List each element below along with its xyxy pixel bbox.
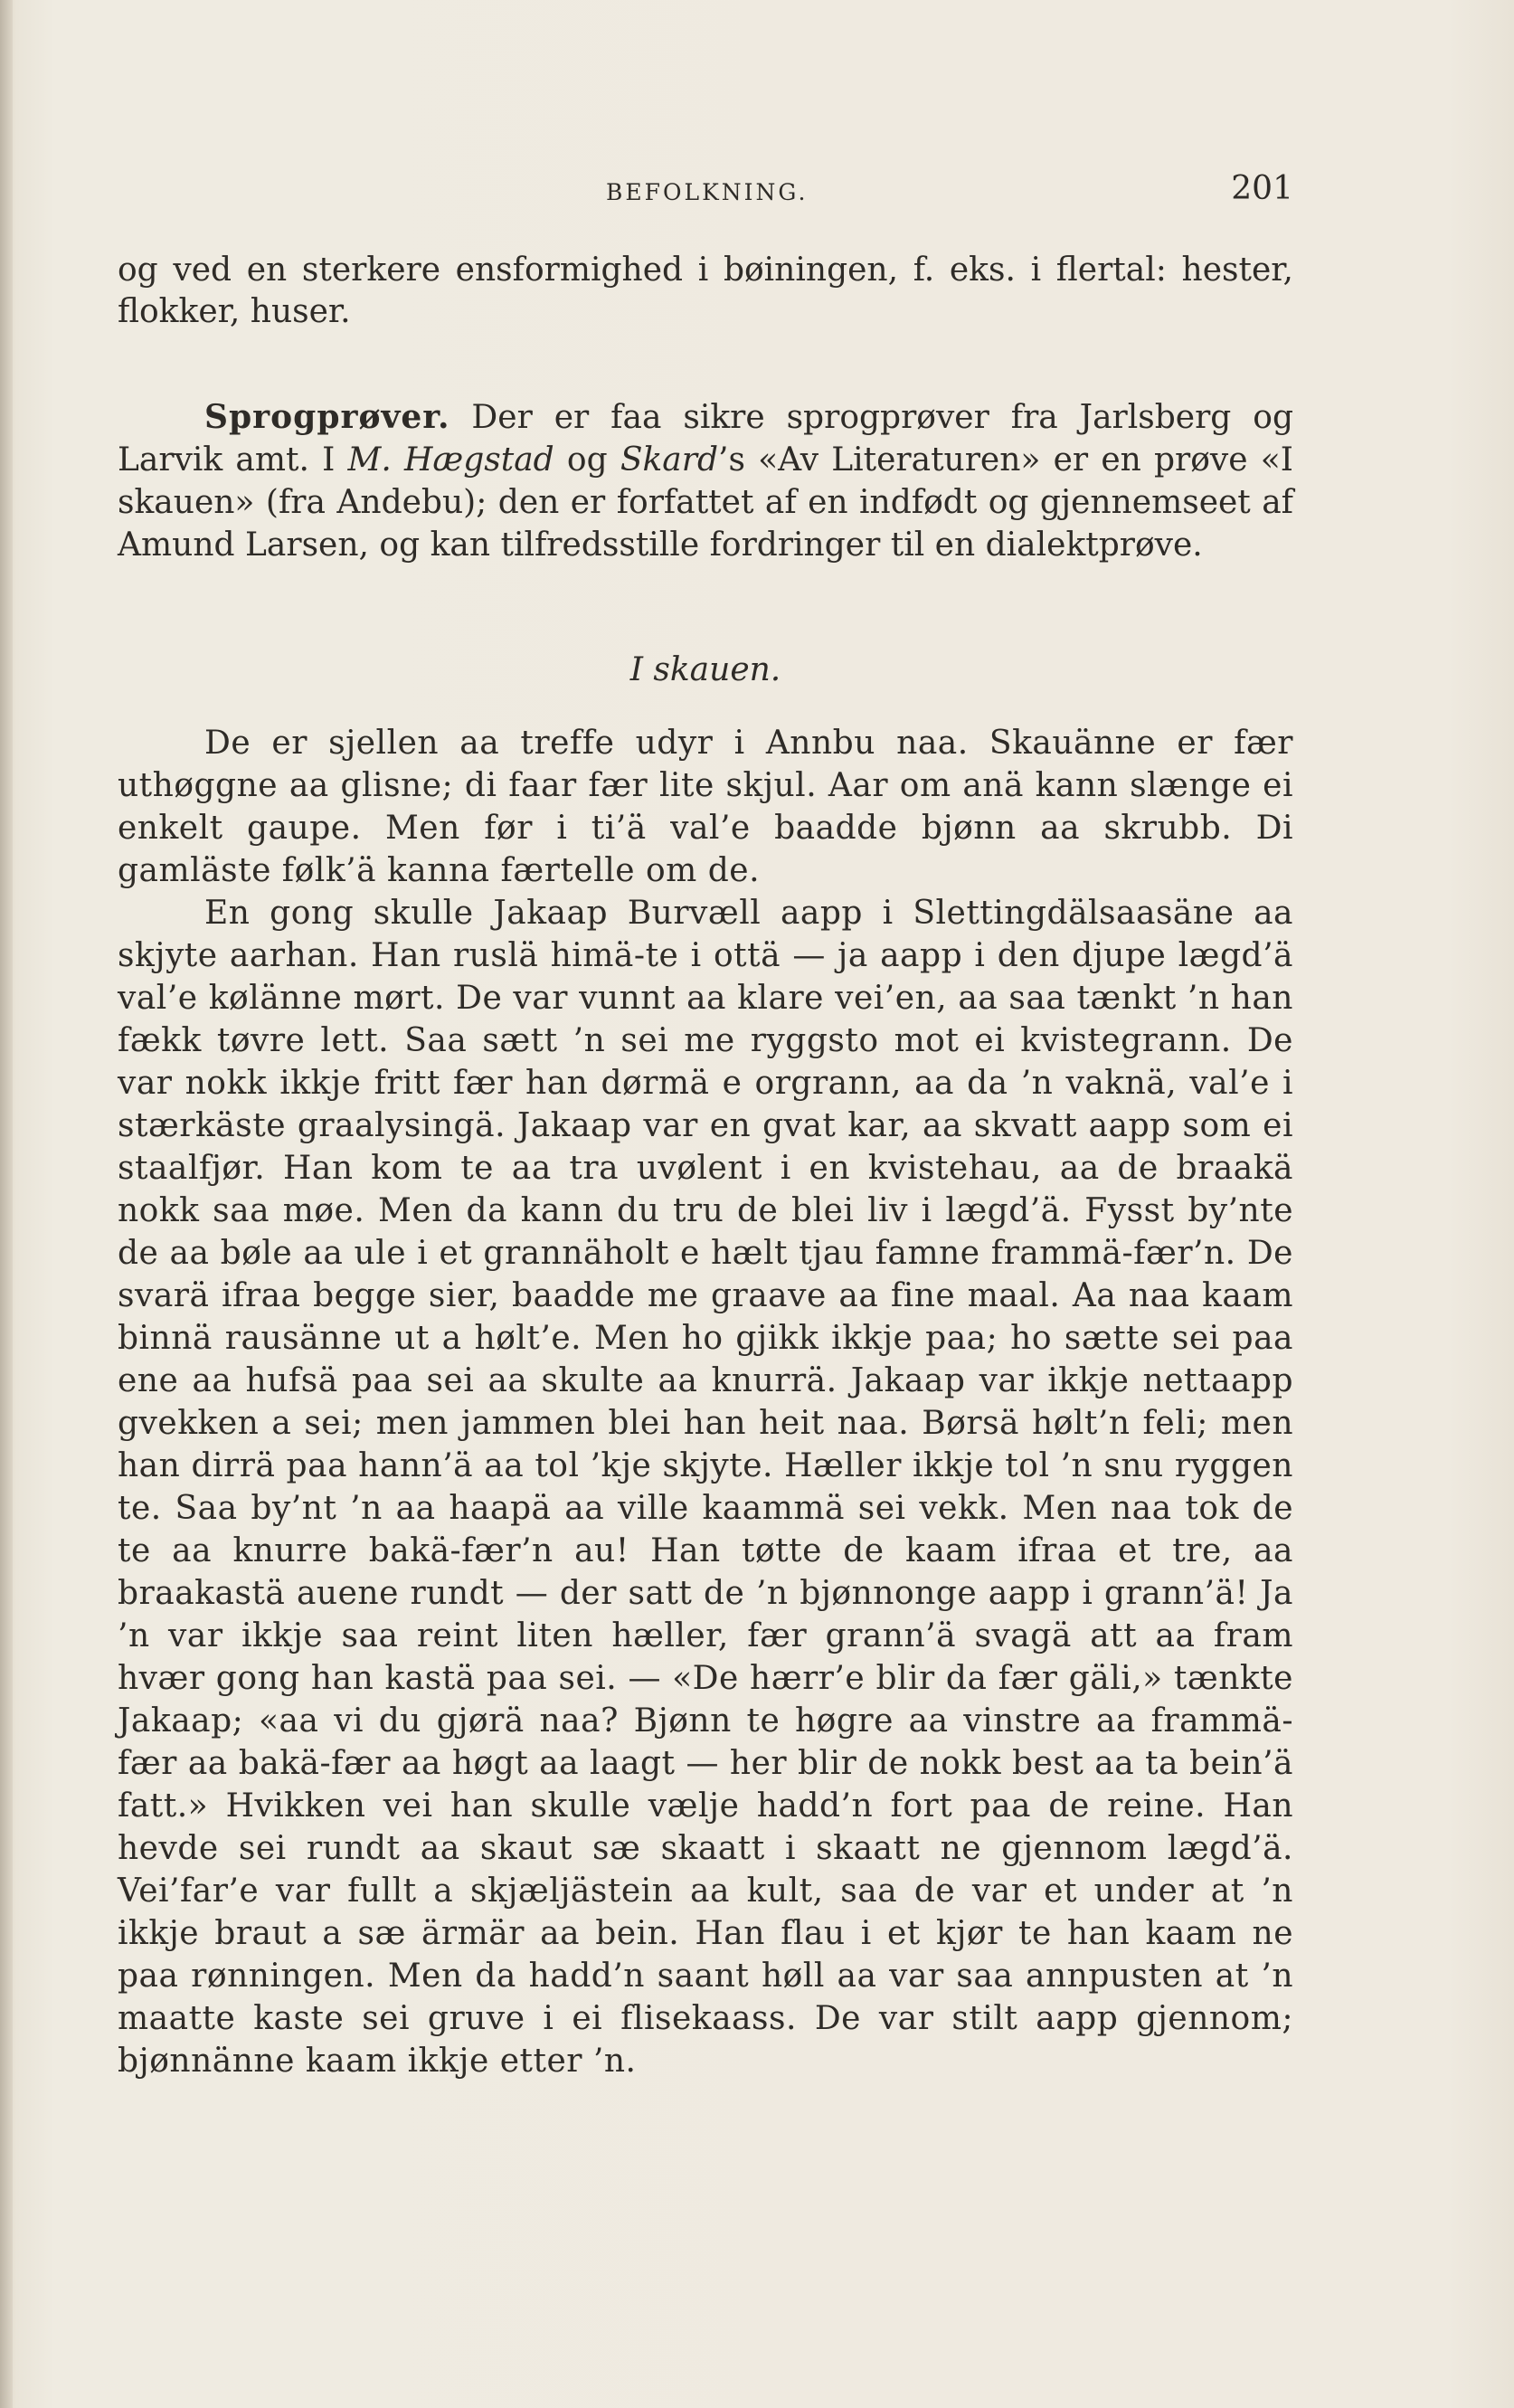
sample-title: I skauen. <box>629 651 781 688</box>
sprogprover-section <box>118 396 1293 566</box>
section-text-a: Der er faa sikre sprogprøver fra Jarlsberg og Larvik amt. I <box>118 399 1293 479</box>
story-paragraph-1: De er sjellen aa treffe udyr i Annbu naa. Skauänne er fær uthøggne aa glisne; di faar fær lite skjul. Aar om anä kann slænge ei enkelt gaupe. Men før i ti’ä val’e baadde bjønn aa skrubb. Di gamläste følk’ä kanna færtelle om de. <box>118 725 1293 889</box>
section-heading: Sprogprøver. <box>204 398 450 436</box>
story-paragraph-2: En gong skulle Jakaap Burvæll aapp i Slettingdälsaasäne aa skjyte aarhan. Han ruslä himä-te i ottä — ja aapp i den djupe lægd’ä val’e kølänne mørt. De var vunnt aa klare vei’en, aa saa tænkt ’n han fækk tøvre lett. Saa sætt ’n sei me ryggsto mot ei kvistegrann. De var nokk ikkje fritt fær han dørmä e orgrann, aa da ’n vaknä, val’e i stærkäste graalysingä. Jakaap var en gvat kar, aa skvatt aapp som ei staalfjør. Han kom te aa tra uvølent i en kvistehau, aa de braakä nokk saa møe. Men da kann du tru de blei liv i lægd’ä. Fysst by’nte de aa bøle aa ule i et grannäholt e hælt tjau famne frammä-fær’n. De svarä ifraa begge sier, baadde me graave aa fine maal. Aa naa kaam binnä rausänne ut a hølt’e. Men ho gjikk ikkje paa; ho sætte sei paa ene aa hufsä paa sei aa skulte aa knurrä. Jakaap var ikkje nettaapp gvekken a sei; men jammen blei han heit naa. Børsä hølt’n feli; men han dirrä paa hann’ä aa tol ’kje skjyte. Hæller ikkje tol ’n snu ryggen te. Saa by’nt ’n aa haapä aa ville kaammä sei vekk. Men naa tok de te aa knurre bakä-fær’n au! Han tøtte de kaam ifraa et tre, aa braakastä auene rundt — der satt de ’n bjønnonge aapp i grann’ä! Ja ’n var ikkje saa reint liten hæller, fær grann’ä svagä att aa fram hvær gong han kastä paa sei. — «De hærr’e blir da fær gäli,» tænkte Jakaap; «aa vi du gjørä naa? Bjønn te høgre aa vinstre aa frammä-fær aa bakä-fær aa høgt aa laagt — her blir de nokk best aa ta bein’ä fatt.» Hvikken vei han skulle vælje hadd’n fort paa de reine. Han hevde sei rundt aa skaut sæ skaatt i skaatt ne gjennom lægd’ä. Vei’far’e var fullt a skjæljästein aa kult, saa de var et under at ’n ikkje braut a sæ ärmär aa bein. Han flau i et kjør te han kaam ne paa rønningen. Men da hadd’n saant høll aa var saa annpusten at ’n maatte kaste sei gruve i ei flisekaass. De var stilt aapp gjennom; bjønnänne kaam ikkje etter ’n. <box>118 895 1293 2080</box>
author-name-1: M. Hægstad <box>347 441 554 479</box>
intro-paragraph: og ved en sterkere ensformighed i bøiningen, f. eks. i flertal: hester, flokker, huser. <box>118 251 1293 330</box>
intro-paragraph-block <box>118 250 1293 333</box>
page-edge-shadow <box>0 0 13 2408</box>
page-header <box>118 170 1293 215</box>
author-name-2: Skard <box>620 441 719 479</box>
dialect-sample <box>118 722 1293 2082</box>
section-text-c: ’s «Av Literaturen» er en prøve «I skauen» (fra Andebu); den er forfattet af en indfødt og gjennemseet af Amund Larsen, og kan tilfredsstille fordringer til en dialektprøve. <box>118 441 1293 564</box>
sprogprover-paragraph <box>118 396 1293 566</box>
running-title: BEFOLKNING. <box>606 179 809 205</box>
page-number: 201 <box>1231 170 1293 207</box>
section-text-b: og <box>554 441 620 479</box>
